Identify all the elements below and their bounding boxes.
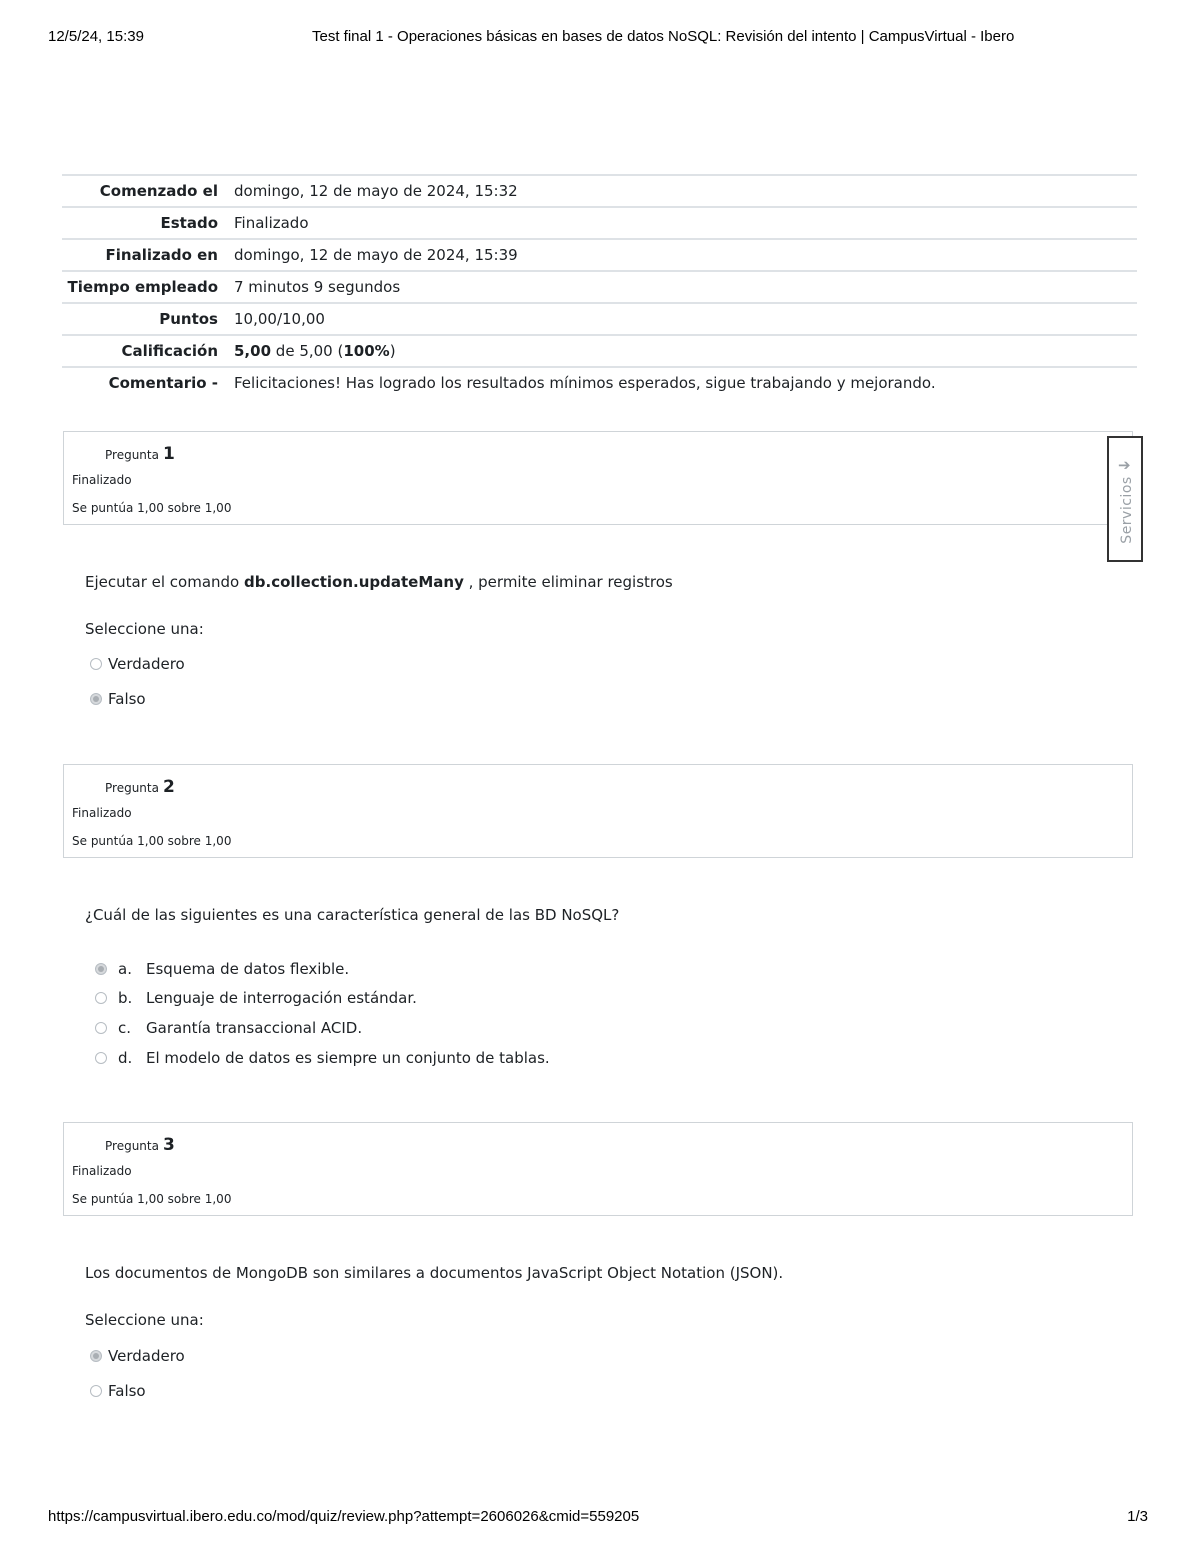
question-info-3: [63, 1122, 1133, 1216]
option-verdadero[interactable]: [90, 654, 185, 674]
summary-row-grade: [62, 335, 1137, 367]
grade-rest: de 5,00 (: [275, 342, 344, 360]
question-number: [105, 444, 175, 464]
option-label: Lenguaje de interrogación estándar.: [146, 989, 417, 1007]
summary-value: domingo, 12 de mayo de 2024, 15:32: [234, 182, 518, 200]
radio-button-checked[interactable]: [90, 1350, 102, 1362]
question-grade: Se puntúa 1,00 sobre 1,00: [72, 501, 232, 515]
question-num: 2: [162, 777, 175, 797]
summary-value: 7 minutos 9 segundos: [234, 278, 401, 296]
question-state: Finalizado: [72, 1164, 132, 1178]
summary-label: Comentario -: [108, 374, 218, 392]
option-a[interactable]: [95, 958, 349, 980]
radio-button[interactable]: [95, 992, 107, 1004]
option-b[interactable]: [95, 987, 417, 1009]
select-prompt: Seleccione una:: [85, 620, 204, 638]
print-date: 12/5/24, 15:39: [48, 28, 144, 45]
option-label: El modelo de datos es siempre un conjunto de tablas.: [146, 1049, 550, 1067]
summary-label: Puntos: [159, 310, 218, 328]
select-prompt: Seleccione una:: [85, 1311, 204, 1329]
option-verdadero[interactable]: [90, 1346, 185, 1366]
option-label: Verdadero: [108, 655, 185, 673]
summary-label: Finalizado en: [105, 246, 218, 264]
print-header: [0, 28, 1200, 48]
option-label: Falso: [108, 1382, 146, 1400]
option-falso[interactable]: [90, 689, 146, 709]
radio-button-checked[interactable]: [90, 693, 102, 705]
qtext-before: Ejecutar el comando: [85, 573, 245, 591]
question-info-2: [63, 764, 1133, 858]
question-number: [105, 1135, 175, 1155]
option-letter: c.: [118, 1019, 132, 1037]
question-num: 1: [162, 444, 175, 464]
summary-value: 10,00/10,00: [234, 310, 325, 328]
radio-button[interactable]: [90, 1385, 102, 1397]
print-title: Test final 1 - Operaciones básicas en bases de datos NoSQL: Revisión del intento | CampusVirtual - Ibero: [312, 28, 1015, 45]
question-label: Pregunta: [105, 1139, 159, 1153]
radio-button[interactable]: [90, 658, 102, 670]
option-label: Garantía transaccional ACID.: [146, 1019, 363, 1037]
summary-row-started: [62, 175, 1137, 207]
summary-value: Felicitaciones! Has logrado los resultados mínimos esperados, sigue trabajando y mejorando.: [234, 374, 936, 392]
question-label: Pregunta: [105, 781, 159, 795]
question-state: Finalizado: [72, 806, 132, 820]
option-letter: b.: [118, 989, 133, 1007]
summary-label: Tiempo empleado: [67, 278, 218, 296]
summary-label: Estado: [160, 214, 218, 232]
grade-score: 5,00: [234, 342, 272, 360]
arrow-right-icon: ➔: [1118, 456, 1131, 474]
grade-percent: 100%: [343, 342, 390, 360]
option-label: Esquema de datos flexible.: [146, 960, 350, 978]
radio-button[interactable]: [95, 1052, 107, 1064]
summary-value: domingo, 12 de mayo de 2024, 15:39: [234, 246, 518, 264]
radio-button-checked[interactable]: [95, 963, 107, 975]
summary-row-comment: [62, 367, 1137, 398]
option-label: Falso: [108, 690, 146, 708]
question-info-1: [63, 431, 1133, 525]
question-text-3: Los documentos de MongoDB son similares a documentos JavaScript Object Notation (JSON).: [85, 1264, 784, 1282]
summary-row-points: [62, 303, 1137, 335]
summary-row-finished: [62, 239, 1137, 271]
summary-label: Comenzado el: [99, 182, 218, 200]
option-letter: d.: [118, 1049, 133, 1067]
option-d[interactable]: [95, 1047, 550, 1069]
qtext-after: , permite eliminar registros: [463, 573, 673, 591]
grade-close: ): [389, 342, 396, 360]
print-url: https://campusvirtual.ibero.edu.co/mod/quiz/review.php?attempt=2606026&cmid=559205: [48, 1508, 640, 1525]
summary-row-state: [62, 207, 1137, 239]
question-grade: Se puntúa 1,00 sobre 1,00: [72, 1192, 232, 1206]
page-number: 1/3: [1127, 1508, 1148, 1525]
question-label: Pregunta: [105, 448, 159, 462]
question-number: [105, 777, 175, 797]
question-state: Finalizado: [72, 473, 132, 487]
summary-label: Calificación: [121, 342, 218, 360]
summary-value: Finalizado: [234, 214, 309, 232]
question-text-2: ¿Cuál de las siguientes es una característica general de las BD NoSQL?: [85, 906, 620, 924]
radio-button[interactable]: [95, 1022, 107, 1034]
question-text-1: [85, 573, 673, 591]
summary-value: [234, 335, 1137, 367]
services-label: Servicios: [1119, 476, 1135, 544]
option-c[interactable]: [95, 1017, 362, 1039]
option-falso[interactable]: [90, 1381, 146, 1401]
option-label: Verdadero: [108, 1347, 185, 1365]
question-num: 3: [162, 1135, 175, 1155]
print-footer: [0, 1508, 1200, 1528]
question-grade: Se puntúa 1,00 sobre 1,00: [72, 834, 232, 848]
option-letter: a.: [118, 960, 132, 978]
services-tab[interactable]: [1107, 436, 1143, 562]
qtext-bold: db.collection.updateMany: [244, 573, 464, 591]
summary-row-time: [62, 271, 1137, 303]
attempt-summary-table: [62, 174, 1137, 398]
